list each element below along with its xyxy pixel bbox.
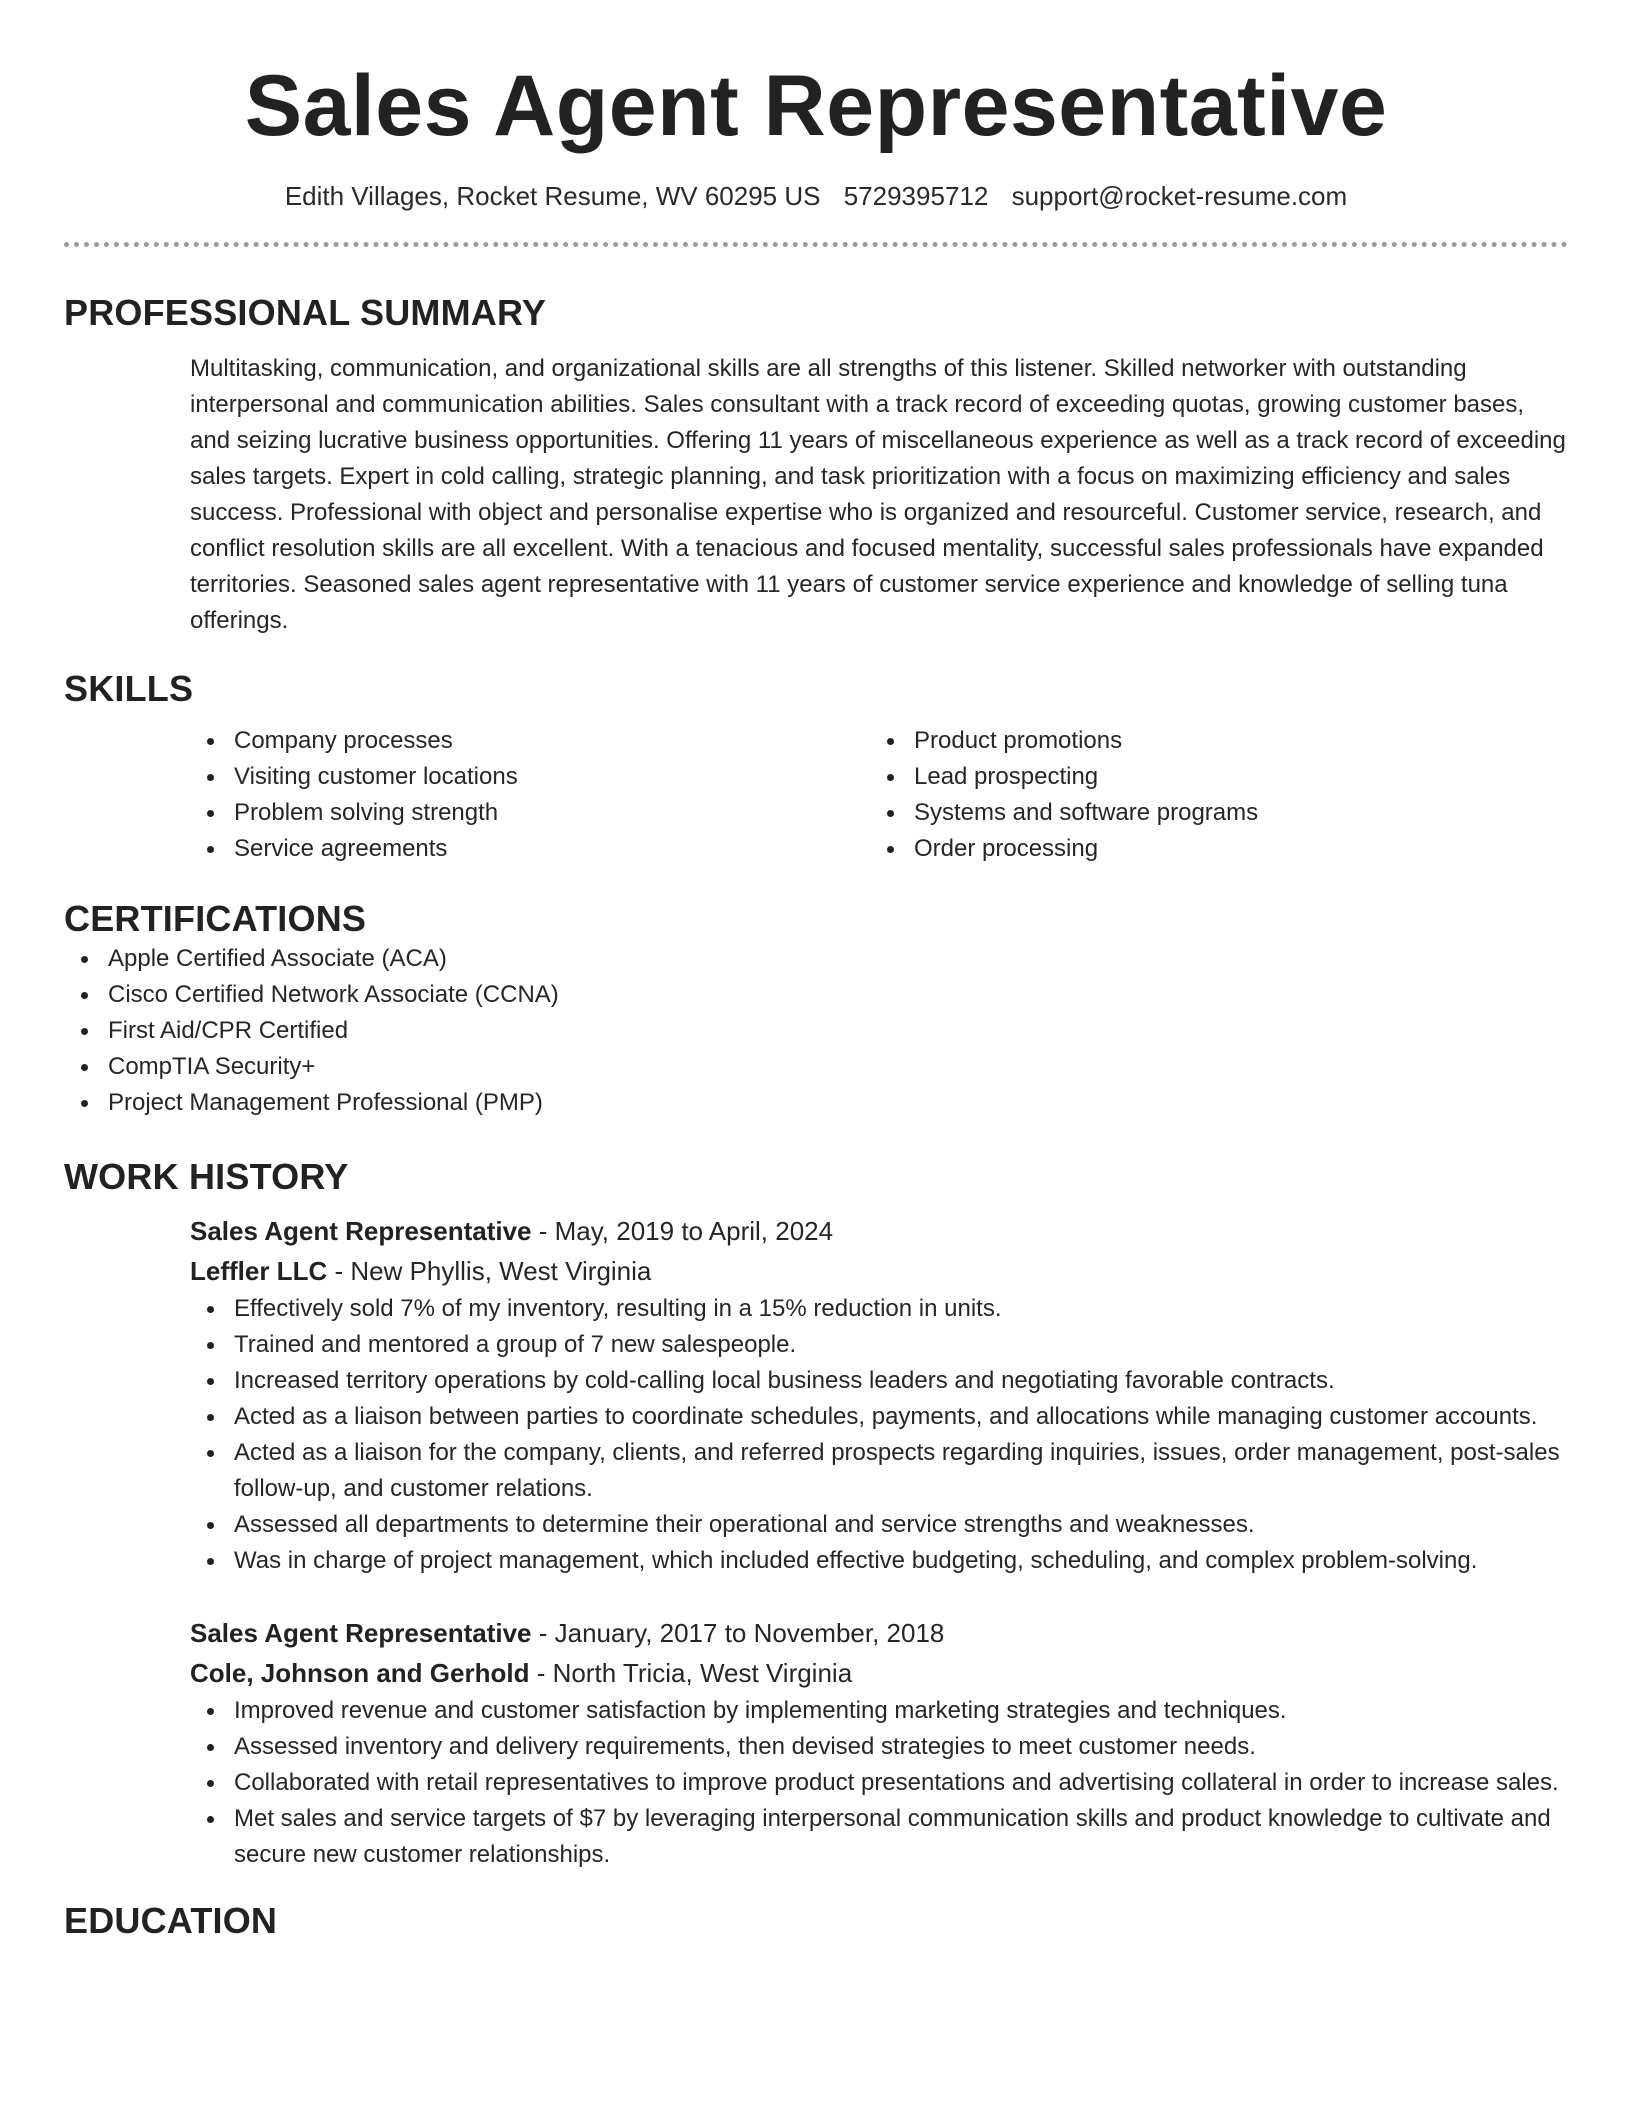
contact-phone: 5729395712 <box>843 181 989 211</box>
contact-line <box>64 180 1568 212</box>
list-item: Assessed all departments to determine their operational and service strengths and weaknesses. <box>190 1507 1568 1543</box>
list-item: Acted as a liaison for the company, clients, and referred prospects regarding inquiries, issues, order management, post-sales follow-up, and customer relations. <box>190 1435 1568 1507</box>
summary-title: PROFESSIONAL SUMMARY <box>64 292 547 333</box>
summary-text: Multitasking, communication, and organizational skills are all strengths of this listener. Skilled networker with outstanding interpersonal and communication abilities. Sales consultant with a track record of exceeding quotas, growing customer bases, and seizing lucrative business opportunities. Offering 11 years of miscellaneous experience as well as a track record of exceeding sales targets. Expert in cold calling, strategic planning, and task prioritization with a focus on maximizing efficiency and sales success. Professional with object and personalise expertise who is organized and resourceful. Customer service, research, and conflict resolution skills are all excellent. With a tenacious and focused mentality, successful sales professionals have expanded territories. Seasoned sales agent representative with 11 years of customer service experience and knowledge of selling tuna offerings. <box>190 355 1566 634</box>
list-item: Acted as a liaison between parties to coordinate schedules, payments, and allocations while managing customer accounts. <box>190 1399 1568 1435</box>
skills-column-left <box>190 723 870 867</box>
resume-name: Sales Agent Representative <box>244 58 1388 154</box>
job-dates: - May, 2019 to April, 2024 <box>531 1216 834 1246</box>
job-entry <box>190 1211 1568 1291</box>
contact-email[interactable]: support@rocket-resume.com <box>1011 181 1348 211</box>
work-title: WORK HISTORY <box>64 1156 349 1197</box>
skills-column-right <box>870 723 1550 867</box>
list-item: CompTIA Security+ <box>64 1049 1568 1085</box>
list-item: Cisco Certified Network Associate (CCNA) <box>64 977 1568 1013</box>
job-role: Sales Agent Representative <box>190 1618 532 1648</box>
job-dates: - January, 2017 to November, 2018 <box>531 1618 945 1648</box>
certifications-list <box>64 941 1568 1121</box>
list-item: Visiting customer locations <box>190 759 870 795</box>
header-divider <box>64 242 1568 247</box>
list-item: Effectively sold 7% of my inventory, resulting in a 15% reduction in units. <box>190 1291 1568 1327</box>
summary-section <box>64 291 1568 639</box>
job-role-line <box>190 1211 1568 1251</box>
skills-list-left <box>190 723 870 867</box>
list-item: Service agreements <box>190 831 870 867</box>
job-location: - New Phyllis, West Virginia <box>327 1256 652 1286</box>
job-company: Cole, Johnson and Gerhold <box>190 1658 530 1688</box>
list-item: Systems and software programs <box>870 795 1550 831</box>
education-section <box>64 1899 1568 1943</box>
work-section <box>64 1155 1568 1873</box>
list-item: Apple Certified Associate (ACA) <box>64 941 1568 977</box>
job-bullets <box>190 1291 1568 1579</box>
list-item: Order processing <box>870 831 1550 867</box>
list-item: Improved revenue and customer satisfaction by implementing marketing strategies and techniques. <box>190 1693 1568 1729</box>
job-bullets <box>190 1693 1568 1873</box>
certifications-section <box>64 897 1568 1121</box>
list-item: Met sales and service targets of $7 by leveraging interpersonal communication skills and product knowledge to cultivate and secure new customer relationships. <box>190 1801 1568 1873</box>
list-item: Increased territory operations by cold-calling local business leaders and negotiating favorable contracts. <box>190 1363 1568 1399</box>
list-item: Collaborated with retail representatives to improve product presentations and advertising collateral in order to increase sales. <box>190 1765 1568 1801</box>
job-location: - North Tricia, West Virginia <box>529 1658 853 1688</box>
list-item: Product promotions <box>870 723 1550 759</box>
list-item: Trained and mentored a group of 7 new salespeople. <box>190 1327 1568 1363</box>
list-item: First Aid/CPR Certified <box>64 1013 1568 1049</box>
list-item: Was in charge of project management, which included effective budgeting, scheduling, and complex problem-solving. <box>190 1543 1568 1579</box>
certifications-title: CERTIFICATIONS <box>64 898 367 939</box>
list-item: Project Management Professional (PMP) <box>64 1085 1568 1121</box>
skills-list-right <box>870 723 1550 867</box>
job-role-line <box>190 1613 1568 1653</box>
education-title: EDUCATION <box>64 1900 278 1941</box>
list-item: Problem solving strength <box>190 795 870 831</box>
job-company: Leffler LLC <box>190 1256 328 1286</box>
job-role: Sales Agent Representative <box>190 1216 532 1246</box>
job-entry <box>190 1613 1568 1693</box>
list-item: Company processes <box>190 723 870 759</box>
skills-grid <box>190 723 1568 867</box>
job-company-line <box>190 1653 1568 1693</box>
list-item: Assessed inventory and delivery requirements, then devised strategies to meet customer needs. <box>190 1729 1568 1765</box>
contact-address: Edith Villages, Rocket Resume, WV 60295 US <box>284 181 821 211</box>
skills-section <box>64 667 1568 867</box>
job-company-line <box>190 1251 1568 1291</box>
skills-title: SKILLS <box>64 668 194 709</box>
list-item: Lead prospecting <box>870 759 1550 795</box>
